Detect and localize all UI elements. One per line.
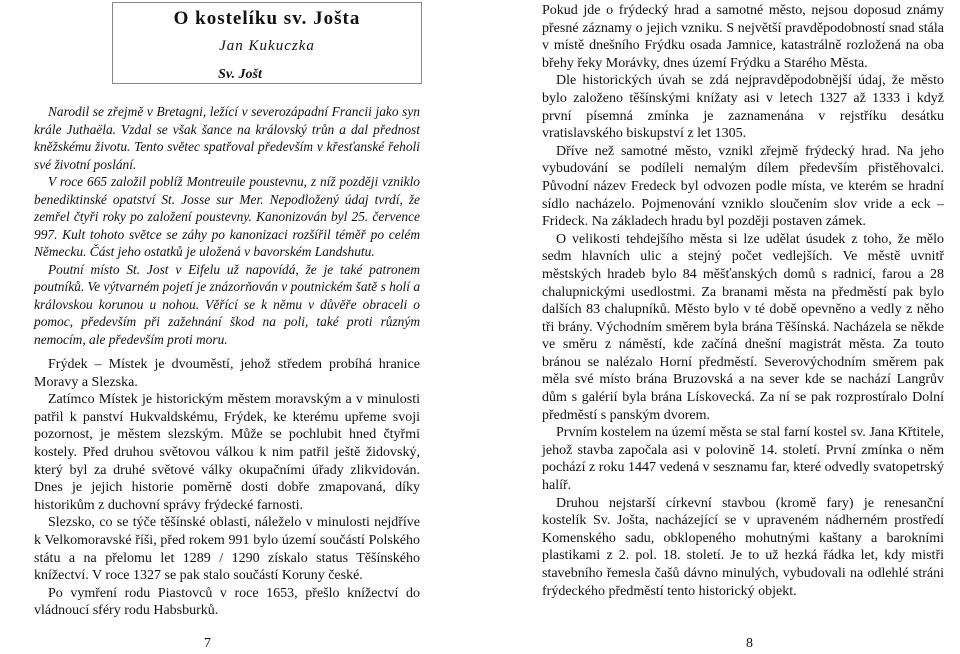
paragraph: V roce 665 založil poblíž Montreuile poustevnu, z níž později vzniklo benediktinské opatství St. Josse sur Mer. Nepodložený údaj tvrdí, že zemřel čtyři roky po založení poustevny. Kanonizován byl 25. července 997. Kult tohoto světce se záhy po kanonizaci rozšířil téměř po celém Německu. Část jeho ostatků je uložená v bavorském Landshutu.: [34, 174, 420, 259]
right-page: [480, 0, 960, 654]
paragraph: Pokud jde o frýdecký hrad a samotné město, nejsou doposud známy přesné záznamy o jejich vzniku. S největší pravděpodobností snad stála v místě dnešního Frýdku osada Jamnice, katastrálně rozložená na oba břehy řeky Morávky, dnes území Frýdku a Starého Města.: [542, 3, 944, 71]
paragraph: O velikosti tehdejšího města si lze udělat úsudek z toho, že mělo sedm hlavních ulic a stejný počet vedlejších. Ve městě uvnitř městských hradeb bylo 84 měšťanských domů s radnicí, farou a 28 chalupnickými usedlostmi. Za branami města na předměstí pak bylo dalších 83 chalupníků. Město bylo v té době opevněno a vedly z něho tři brány. Východním směrem byla brána Těšínská. Nacházela se někde ve směru z náměstí, kde začíná dnešní magistrát města. Za touto bránou se nalézalo Horní předměstí. Severovýchodním směrem pak měla své místo brána Bruzovská a na sever kde se nachází Langrův dům s galérií byla brána Lískovecká. Za ní se pak rozprostíralo Dolní předměstí s panským dvorem.: [542, 231, 944, 423]
paragraph: Dle historických úvah se zdá nejpravděpodobnější údaj, že město bylo založeno těšínskými knížaty asi v letech 1327 až 1333 i když první písemná zmínka je zaznamenána v rejstříku desátku vratislavského biskupství z let 1305.: [542, 73, 944, 142]
left-text-column: [34, 103, 420, 620]
article-author: Jan Kukuczka: [219, 38, 315, 54]
section-heading: Sv. Jošt: [218, 67, 262, 82]
paragraph: Dříve než samotné město, vznikl zřejmě frýdecký hrad. Na jeho vybudování se podíleli nemalým dílem především přistěhovalci. Původní název Fredeck byl odvozen podle místa, ve kterém se hradní sídlo nacházelo. Pojmenování vzniklo sloučením slov vride a eck – Frideck. Na základech hradu byl později postaven zámek.: [542, 143, 944, 230]
page-number: 7: [204, 636, 211, 651]
paragraph: Narodil se zřejmě v Bretagni, ležící v severozápadní Francii jako syn krále Juthaëla. Vzdal se však šance na královský trůn a dal přednost kněžskému životu. Tento světec spatřoval především v křesťanské řeholi své životní poslání.: [34, 104, 420, 172]
paragraph: Frýdek – Místek je dvouměstí, jehož středem probíhá hranice Moravy a Slezska.: [34, 357, 420, 390]
article-title: O kostelíku sv. Jošta: [173, 8, 361, 29]
paragraph: Zatímco Místek je historickým městem moravským a v minulosti patřil k panství Hukvaldskému, Frýdek, ke kterému upřeme svoji pozornost, je městem slezským. Může se pochlubit hned čtyřmi kostely. Před druhou světovou válkou k nim patřil ještě židovský, který byl za druhé světové války okupačními úřady zlikvidován. Dnes je jejich historie poměrně dosti dobře zmapovaná, díky historikům z duchovní správy frýdecké farnosti.: [34, 392, 420, 513]
paragraph: Druhou nejstarší církevní stavbou (kromě fary) je renesanční kostelík Sv. Jošta, nacházející se v upraveném nádherném prostředí Komenského sadu, obklopeného mohutnými kaštany a barokními plastikami z 2. pol. 18. století. Je to už hezká řádka let, kdy mistři stavebního řemesla čašů dávno minulých, vybudovali na odlehlé stráni frýdeckého předměstí tento historický objekt.: [542, 495, 944, 599]
paragraph: Slezsko, co se týče těšínské oblasti, náleželo v minulosti nejdříve k Velkomoravské říši, před rokem 991 bylo území součástí Polského státu a na přelomu let 1289 / 1290 získalo status Těšínského knížectví. V roce 1327 se pak stalo součástí Koruny české.: [34, 515, 420, 584]
paragraph: Poutní místo St. Jost v Eifelu už napovídá, že je také patronem poutníků. Ve výtvarném pojetí je znázorňován v poutnickém šatě s holí a královskou korunou u nohou. Věřící se k němu v důvěře obraceli o pomoc, především při zažehnání škod na poli, také proti různým nemocím, ale především proti moru.: [34, 261, 421, 347]
page-number: 8: [746, 636, 753, 651]
paragraph: Po vymření rodu Piastovců v roce 1653, přešlo knížectví do vládnoucí sféry rodu Habsburků.: [34, 585, 420, 619]
paragraph: Prvním kostelem na území města se stal farní kostel sv. Jana Křtitele, jehož stavba započala asi v polovině 14. století. První zmínka o něm pochází z roku 1447 vedená v sesznamu far, které odvedly svatopetrský halíř.: [542, 425, 944, 494]
right-text-column: [542, 2, 944, 600]
